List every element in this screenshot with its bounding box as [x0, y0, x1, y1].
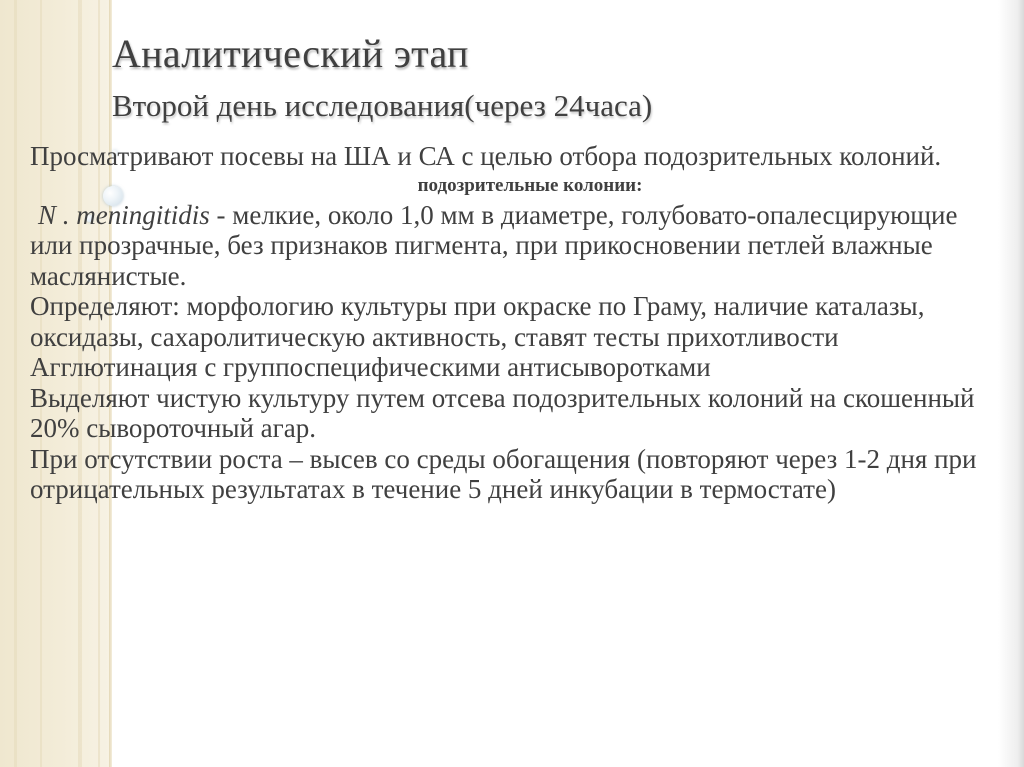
species-name: N . meningitidis [38, 199, 210, 230]
species-paragraph [30, 200, 990, 292]
slide-subtitle: Второй день исследования(через 24часа) [112, 88, 653, 123]
band-stripe [14, 0, 17, 767]
species-description: - мелкие, около 1,0 мм в диаметре, голубовато-опалесцирующие или прозрачные, без признаков пигмента, при прикосновении петлей влажные маслянистые. [30, 199, 958, 291]
suspicious-colonies-heading: подозрительные колонии: [417, 174, 643, 196]
isolate-paragraph: Выделяют чистую культуру путем отсева подозрительных колоний на скошенный 20% сывороточный агар. [30, 382, 975, 443]
intro-paragraph: Просматривают посевы на ША и СА с целью отбора подозрительных колоний. [30, 141, 942, 171]
agglutination-paragraph: Агглютинация с группоспецифическими антисыворотками [30, 352, 711, 382]
slide-title: Аналитический этап [112, 31, 469, 76]
page-edge-shadow [998, 0, 1024, 767]
determine-paragraph: Определяют: морфологию культуры при окраске по Граму, наличие каталазы, оксидазы, сахаролитическую активность, ставят тесты прихотливости [30, 291, 925, 352]
no-growth-paragraph: При отсутствии роста – высев со среды обогащения (повторяют через 1-2 дня при отрицательных результатах в течение 5 дней инкубации в термостате) [30, 443, 977, 504]
slide-body [30, 141, 990, 505]
